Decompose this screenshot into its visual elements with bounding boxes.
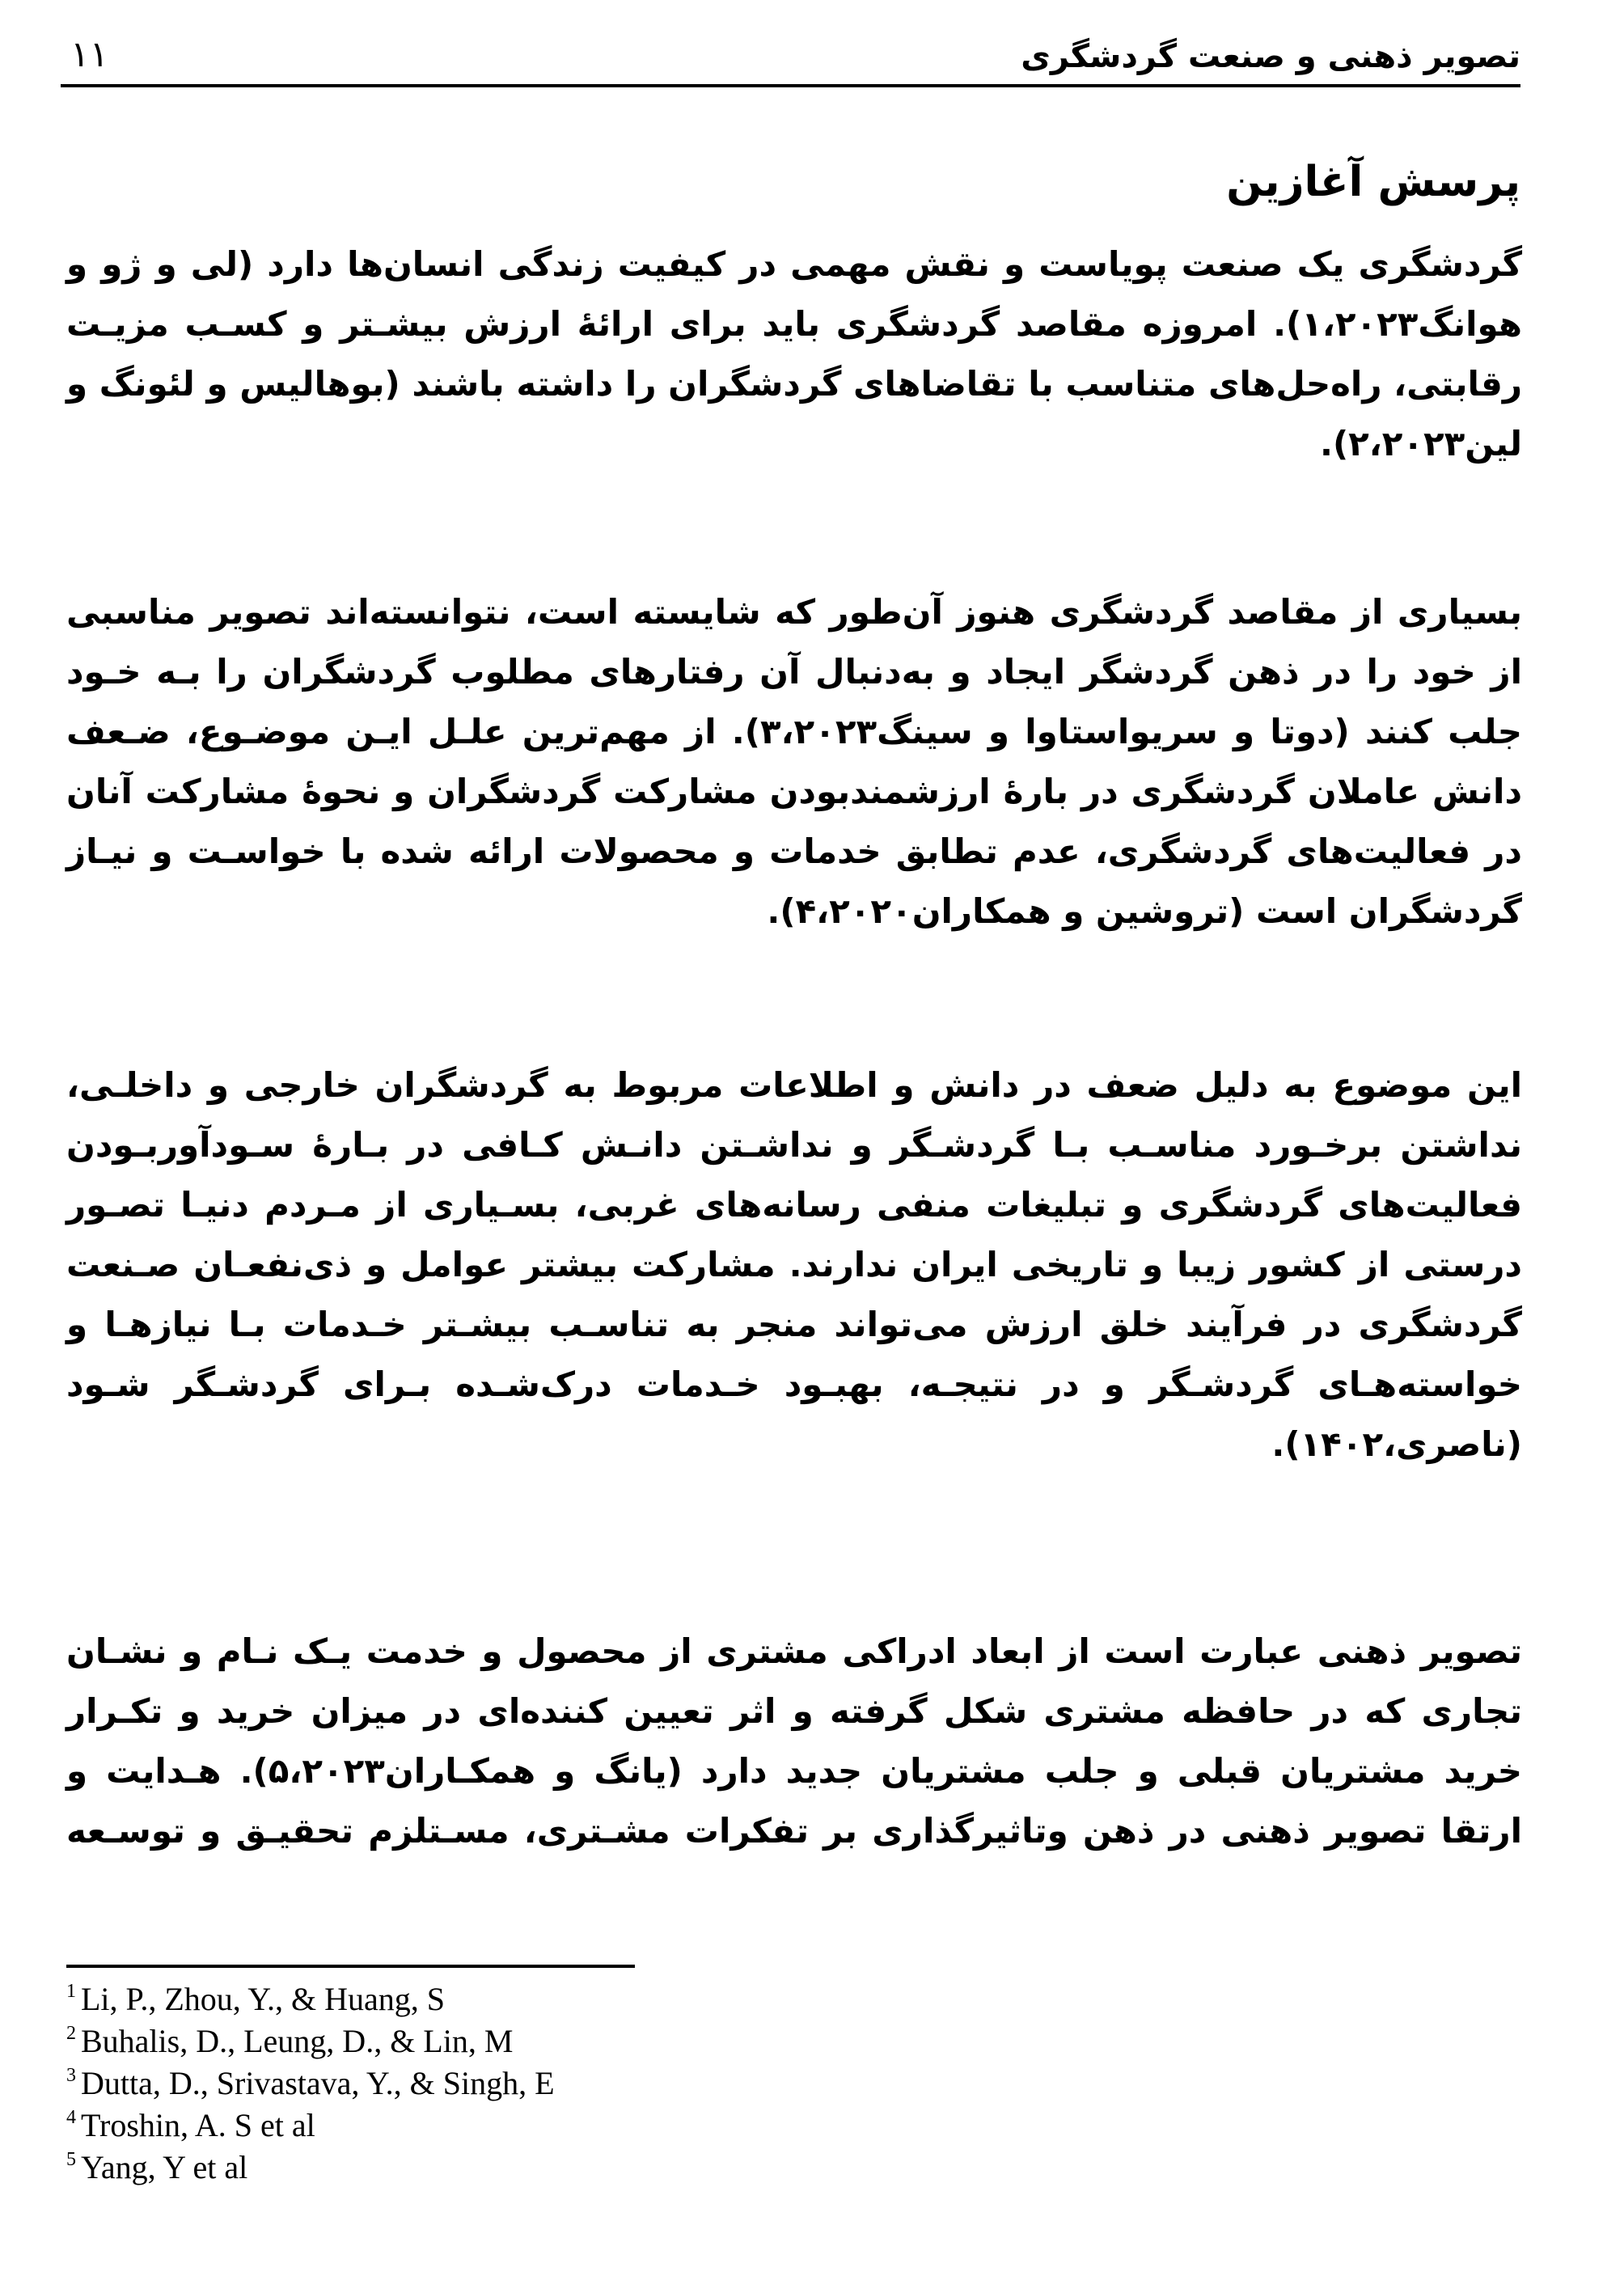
paragraph-2 xyxy=(66,582,1522,941)
page-number: ۱۱ xyxy=(70,34,109,75)
text-line: از خود را در ذهن گردشگر ایجاد و به‌دنبال آن رفتارهای مطلوب گردشگران را بـه خـود xyxy=(66,652,1522,692)
footnote-number: 2 xyxy=(66,2023,76,2044)
paragraph-3 xyxy=(66,1056,1522,1474)
text-line: تجاری که در حافظه مشتری شکل گرفته و اثر تعیین کننده‌ای در میزان خرید و تکـرار xyxy=(66,1691,1522,1731)
footnote-text: Buhalis, D., Leung, D., & Lin, M xyxy=(81,2023,514,2059)
running-header xyxy=(61,26,1520,84)
header-divider xyxy=(61,84,1520,87)
text-line: درستی از کشور زیبا و تاریخی ایران ندارند. مشارکت بیشتر عوامل و ذی‌نفعـان صـنعت xyxy=(66,1245,1522,1284)
footnote-text: Dutta, D., Srivastava, Y., & Singh, E xyxy=(81,2065,555,2101)
footnote xyxy=(66,2020,555,2062)
text-line: رقابتی، راه‌حل‌های متناسب با تقاضاهای گردشگران را داشته باشند (بوهالیس و لئونگ و xyxy=(66,364,1522,404)
footnote-divider xyxy=(66,1965,635,1968)
footnote xyxy=(66,2062,555,2105)
footnote xyxy=(66,2147,555,2189)
text-line: فعالیت‌های گردشگری و تبلیغات منفی رسانه‌های غربی، بسـیاری از مـردم دنیـا تصـور xyxy=(66,1185,1522,1225)
footnote-text: Troshin, A. S et al xyxy=(81,2107,315,2143)
text-line: لین۲،۲۰۲۳). xyxy=(1319,424,1522,463)
footnote-number: 1 xyxy=(66,1981,76,2002)
footnote xyxy=(66,1978,555,2020)
paragraph-1 xyxy=(66,235,1522,474)
text-line: خواسته‌هـای گردشـگر و در نتیجـه، بهبـود خـدمات درک‌شـده بـرای گردشـگر شـود xyxy=(66,1364,1522,1404)
running-title: تصویر ذهنی و صنعت گردشگری xyxy=(1021,38,1520,75)
section-heading: پرسش آغازین xyxy=(1226,158,1520,206)
text-line: جلب کنند (دوتا و سریواستاوا و سینگ۳،۲۰۲۳). از مهم‌ترین علـل ایـن موضـوع، ضـعف xyxy=(66,712,1522,751)
footnote xyxy=(66,2105,555,2147)
text-line: ارتقا تصویر ذهنی در ذهن وتاثیرگذاری بر تفکرات مشـتری، مسـتلزم تحقیـق و توسـعه xyxy=(66,1811,1522,1851)
text-line: (ناصری،۱۴۰۲). xyxy=(1271,1424,1522,1464)
footnote-text: Li, P., Zhou, Y., & Huang, S xyxy=(81,1981,446,2017)
text-line: نداشتن برخـورد مناسـب بـا گردشـگر و نداشـتن دانـش کـافی در بـارهٔ سـودآوربـودن xyxy=(66,1125,1522,1165)
text-line: بسیاری از مقاصد گردشگری هنوز آن‌طور که شایسته است، نتوانسته‌اند تصویر مناسبی xyxy=(66,592,1522,632)
text-line: گردشگری در فرآیند خلق ارزش می‌تواند منجر به تناسـب بیشـتر خـدمات بـا نیازهـا و xyxy=(66,1305,1522,1344)
text-line: تصویر ذهنی عبارت است از ابعاد ادراکی مشتری از محصول و خدمت یـک نـام و نشـان xyxy=(66,1631,1522,1671)
text-line: دانش عاملان گردشگری در بارهٔ ارزشمندبودن مشارکت گردشگران و نحوهٔ مشارکت آنان xyxy=(66,772,1522,811)
footnote-number: 4 xyxy=(66,2107,76,2128)
paragraph-4 xyxy=(66,1622,1522,1861)
text-line: خرید مشتریان قبلی و جلب مشتریان جدید دارد (یانگ و همکـاران۵،۲۰۲۳). هـدایت و xyxy=(66,1751,1522,1791)
text-line: گردشگران است (تروشین و همکاران۴،۲۰۲۰). xyxy=(767,891,1522,931)
text-line: هوانگ۱،۲۰۲۳). امروزه مقاصد گردشگری باید برای ارائهٔ ارزش بیشـتر و کسـب مزیـت xyxy=(66,304,1522,344)
footnote-number: 5 xyxy=(66,2149,76,2170)
footnote-text: Yang, Y et al xyxy=(81,2149,248,2185)
text-line: این موضوع به دلیل ضعف در دانش و اطلاعات مربوط به گردشگران خارجی و داخلـی، xyxy=(66,1065,1522,1105)
text-line: در فعالیت‌های گردشگری، عدم تطابق خدمات و محصولات ارائه شده با خواسـت و نیـاز xyxy=(66,831,1522,871)
text-line: گردشگری یک صنعت پویاست و نقش مهمی در کیفیت زندگی انسان‌ها دارد (لی و ژو و xyxy=(66,244,1522,284)
footnotes xyxy=(66,1978,555,2189)
footnote-number: 3 xyxy=(66,2065,76,2086)
